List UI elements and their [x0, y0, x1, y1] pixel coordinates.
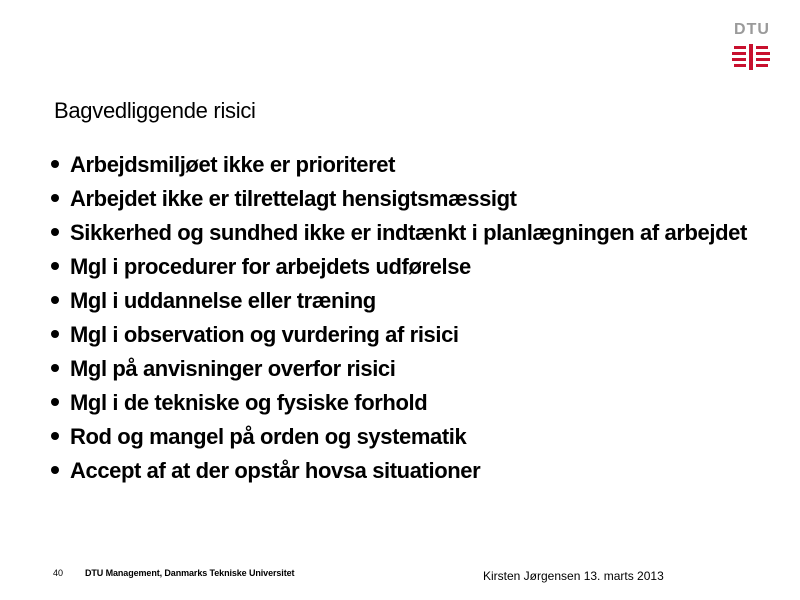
list-item: [48, 386, 747, 420]
dtu-logo: [728, 21, 774, 72]
list-item: [48, 318, 747, 352]
bullet-text: Arbejdet ikke er tilrettelagt hensigtsmæssigt: [70, 186, 517, 211]
bullet-icon: [51, 330, 59, 338]
bullet-text: Mgl på anvisninger overfor risici: [70, 356, 396, 381]
bullet-icon: [51, 398, 59, 406]
bullet-icon: [51, 364, 59, 372]
bullet-text: Rod og mangel på orden og systematik: [70, 424, 467, 449]
bullet-icon: [51, 466, 59, 474]
list-item: [48, 454, 747, 488]
bullet-icon: [51, 228, 59, 236]
bullet-text: Mgl i uddannelse eller træning: [70, 288, 376, 313]
list-item: [48, 250, 747, 284]
footer-organization: DTU Management, Danmarks Tekniske Universitet: [85, 568, 295, 578]
list-item: [48, 182, 747, 216]
page-number: 40: [53, 568, 64, 578]
bullet-text: Arbejdsmiljøet ikke er prioriteret: [70, 152, 396, 177]
bullet-icon: [51, 160, 59, 168]
list-item: [48, 148, 747, 182]
slide-title: Bagvedliggende risici: [54, 98, 256, 123]
list-item: [48, 284, 747, 318]
logo-wordmark: DTU: [734, 21, 770, 38]
bullet-icon: [51, 296, 59, 304]
bullet-icon: [51, 432, 59, 440]
bullet-icon: [51, 262, 59, 270]
bullet-list: [48, 148, 747, 488]
bullet-text: Sikkerhed og sundhed ikke er indtænkt i planlægningen af arbejdet: [70, 220, 747, 245]
dtu-emblem-icon: [732, 44, 770, 70]
bullet-text: Mgl i observation og vurdering af risici: [70, 322, 459, 347]
list-item: [48, 352, 747, 386]
list-item: [48, 216, 747, 250]
bullet-text: Mgl i de tekniske og fysiske forhold: [70, 390, 428, 415]
bullet-text: Mgl i procedurer for arbejdets udførelse: [70, 254, 471, 279]
bullet-icon: [51, 194, 59, 202]
footer-author-date: Kirsten Jørgensen 13. marts 2013: [483, 569, 664, 583]
bullet-text: Accept af at der opstår hovsa situationer: [70, 458, 481, 483]
list-item: [48, 420, 747, 454]
